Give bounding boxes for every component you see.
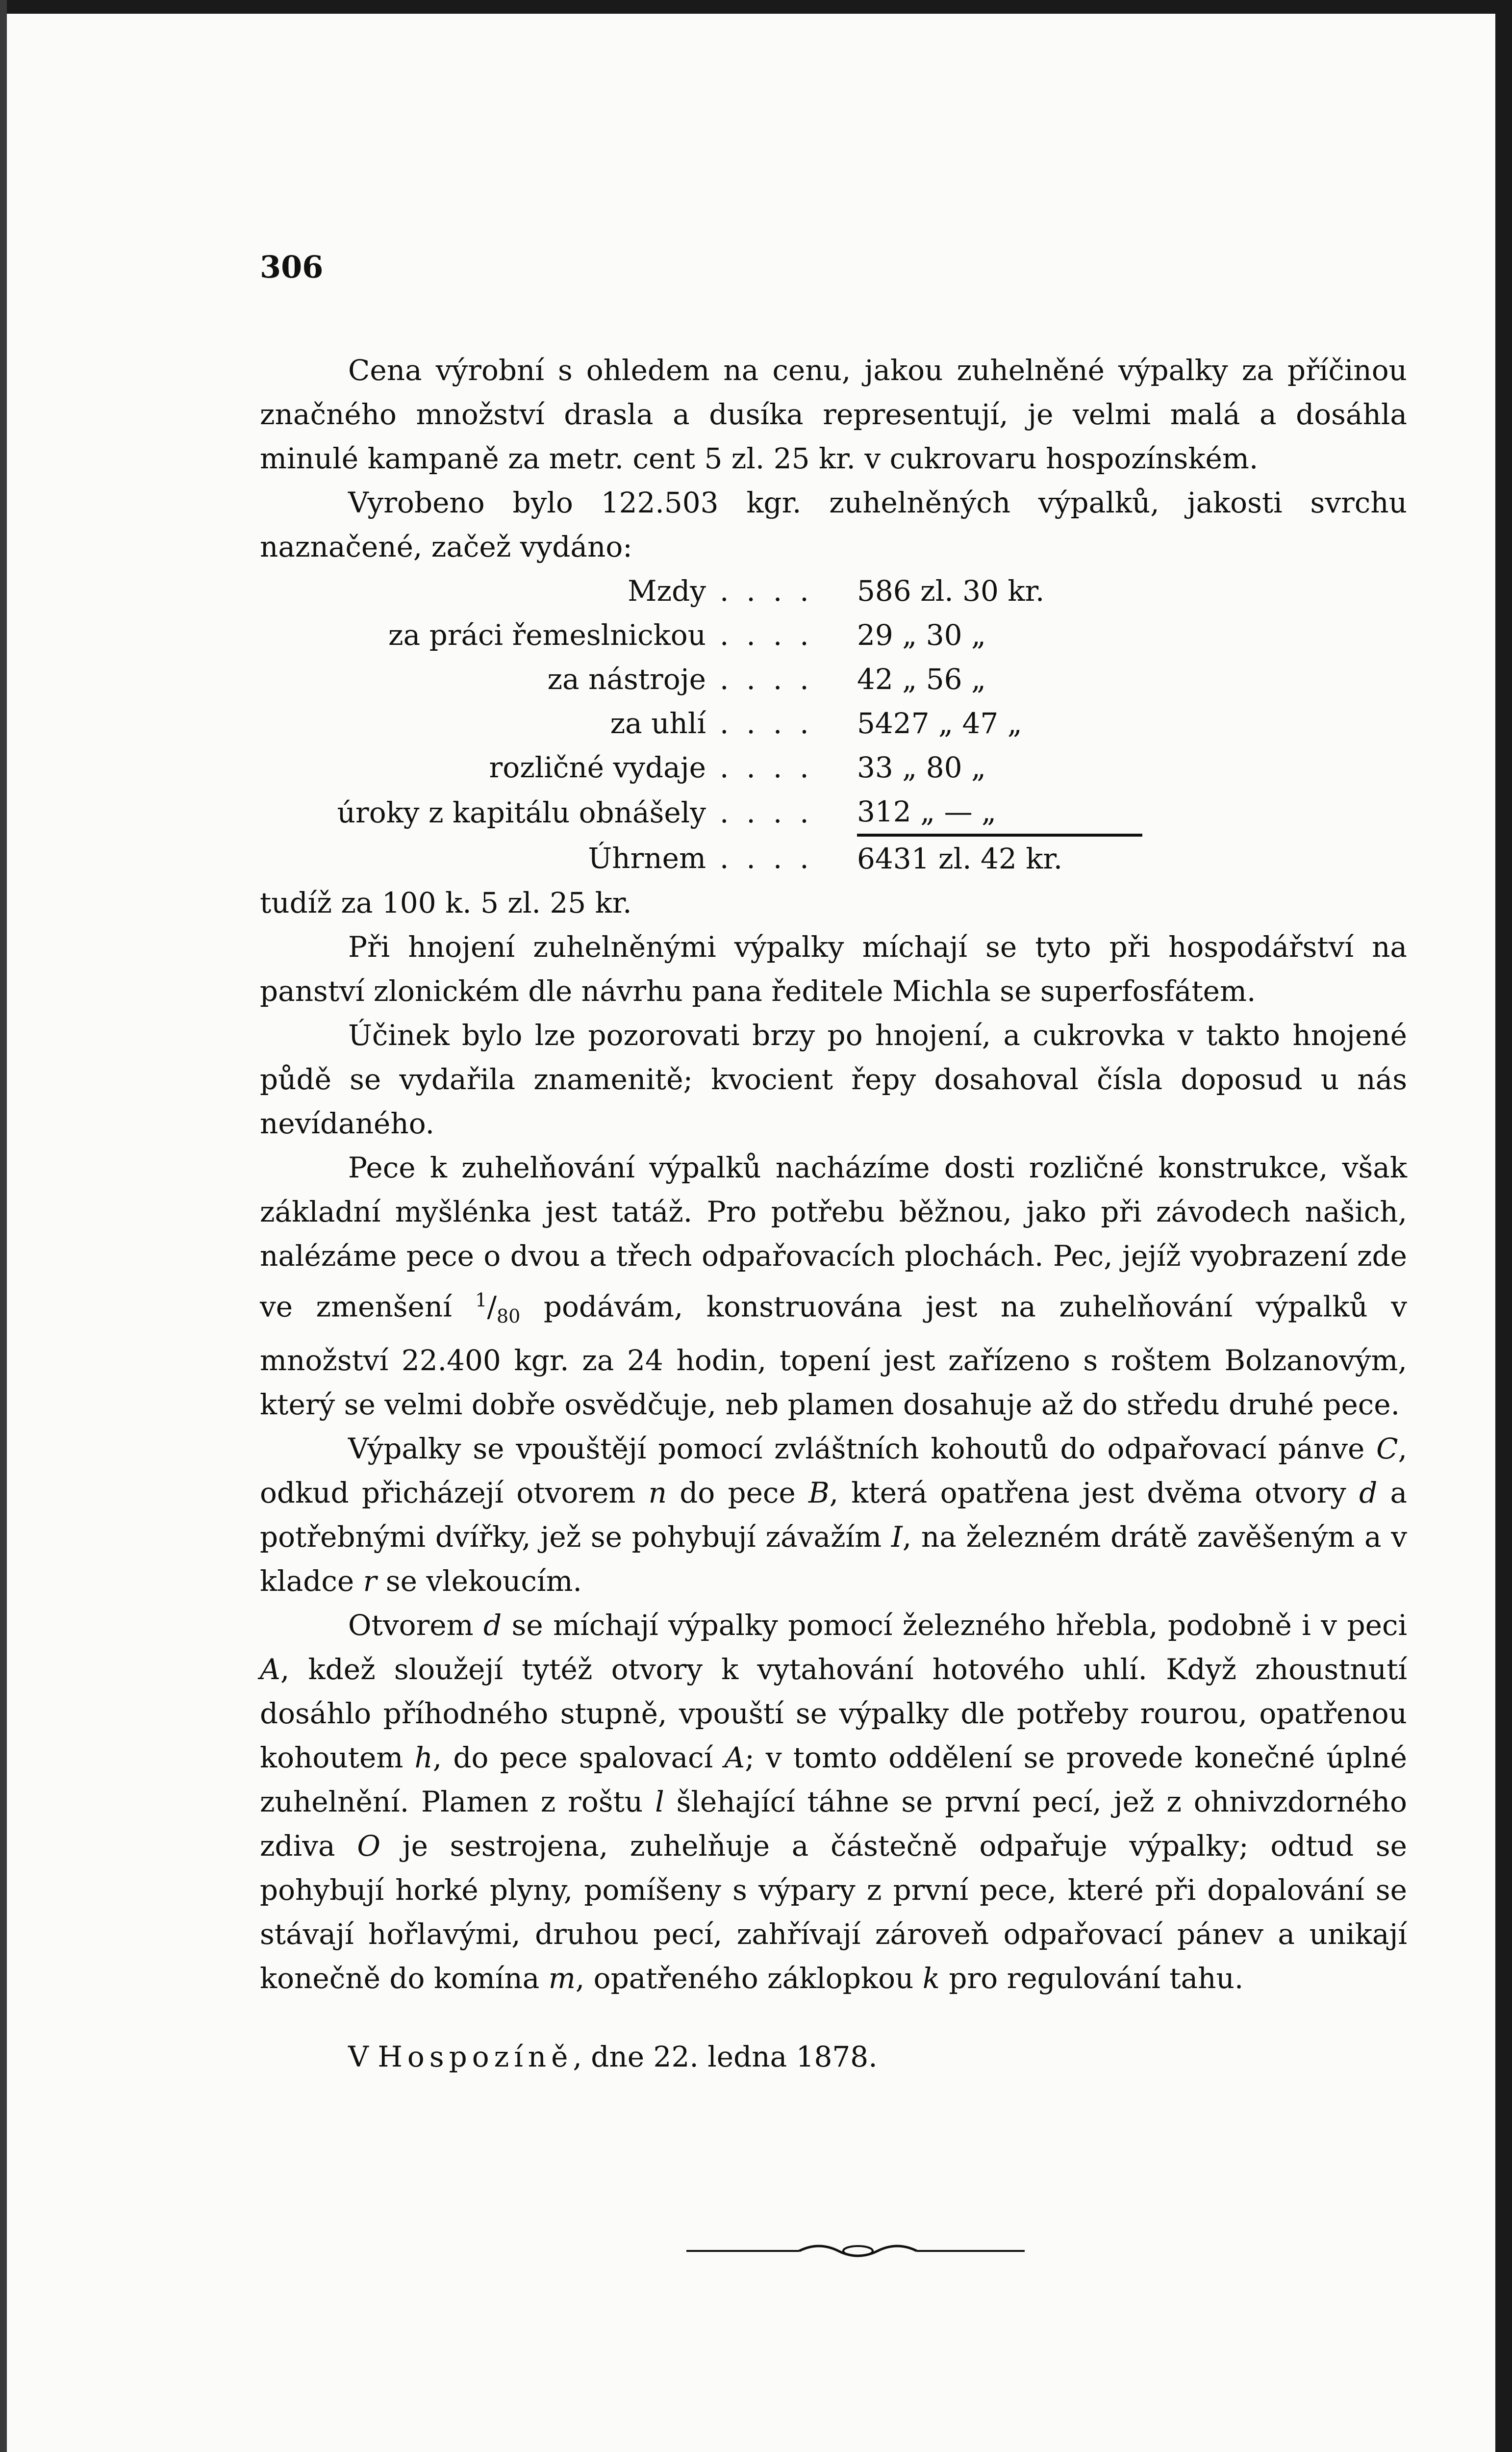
figure-letter: O [357,1829,380,1863]
ledger-label: za nástroje [547,663,706,696]
paragraph-process [260,1427,1407,1603]
ledger-total-row [260,835,1142,881]
figure-letter: C [1376,1431,1398,1465]
text-run: a potřebnými dvířky, jež se pohybují závažím [260,1476,1408,1554]
ledger-row [260,613,1142,657]
scan-border-left [0,0,7,2452]
ledger-label: rozličné vydaje [489,751,706,784]
figure-letter: n [648,1476,667,1509]
paragraph-effect: Účinek bylo lze pozorovati brzy po hnojení, a cukrovka v takto hnojené půdě se vydařila znamenitě; kvocient řepy dosahoval čísla doposud u nás nevídaného. [260,1019,1407,1140]
text-run: Otvorem [348,1608,484,1642]
paragraph-cost: Cena výrobní s ohledem na cenu, jakou zuhelněné výpalky za příčinou značného množství drasla a dusíka representují, je velmi malá a dosáhla minulé kampaně za metr. cent 5 zl. 25 kr. v cukrovaru hospozínském. [260,354,1407,475]
page-number: 306 [260,249,324,285]
ledger-label: Mzdy [628,574,706,608]
ledger-row [260,701,1142,745]
paragraph-fertilizing: Při hnojení zuhelněnými výpalky míchají se tyto při hospodářství na panství zlonickém dle návrhu pana ředitele Michla se superfosfátem. [260,930,1407,1008]
ledger-label: za uhlí [610,707,706,740]
ledger-row [260,790,1142,835]
figure-letter: I [891,1520,903,1554]
ledger-label: úroky z kapitálu obnášely [337,795,706,829]
paragraph-production: Vyrobeno bylo 122.503 kgr. zuhelněných výpalků, jakosti svrchu naznačené, začež vydáno: [260,486,1407,563]
signature-date: , dne 22. ledna 1878. [573,2040,878,2073]
text-run: šlehající táhne se první pecí, jež z ohnivzdorného zdiva [260,1785,1407,1863]
decorative-rule-ornament-icon [686,2241,1030,2261]
text-run: Pece k zuhelňování výpalků nacházíme dosti rozličné konstrukce, však základní myšlénka jest tatáž. Pro potřebu běžnou, jako při závodech našich, nalézáme pece o dvou a třech odpařovacích plochách. Pec, jejíž vyobrazení zde ve zmenšení [260,1151,1407,1324]
ledger-row [260,569,1142,613]
paragraph-unit-cost: tudíž za 100 k. 5 zl. 25 kr. [260,886,632,920]
ledger-label: za práci řemeslnickou [388,618,706,652]
text-run: do pece [666,1476,808,1509]
paragraph-operation [260,1603,1407,2000]
scan-border-right [1495,0,1512,2452]
text-run: , která opatřena jest dvěma otvory [829,1476,1360,1509]
figure-letter: A [260,1652,280,1686]
text-run: Výpalky se vpouštějí pomocí zvláštních kohoutů do odpařovací pánve [348,1431,1377,1465]
ledger-total-label: Úhrnem [588,841,706,875]
ledger-dots: .... [720,574,827,608]
scan-border-top [0,0,1512,14]
text-run: se míchají výpalky pomocí železného hřebla, podobně i v peci [502,1608,1408,1642]
ledger-amount: 29 „ 30 „ [857,618,986,652]
ledger-dots: .... [720,707,827,740]
figure-letter: B [808,1476,830,1509]
ledger-dots: .... [720,618,827,652]
fraction-denominator: 80 [497,1305,521,1327]
figure-letter: A [724,1740,745,1774]
ledger-dots: .... [720,663,827,696]
text-run: , na železném drátě zavěšeným a v kladce [260,1520,1407,1598]
text-run: V [348,2040,378,2073]
figure-letter: d [1359,1476,1378,1509]
figure-letter: m [548,1961,576,1995]
figure-letter: h [414,1740,433,1774]
text-run: , do pece spalovací [432,1740,725,1774]
signature-place: Hospozíně [378,2040,573,2073]
text-run: ; v tomto oddělení se provede konečné úplné zuhelnění. Plamen z roštu [260,1740,1407,1818]
figure-letter: k [922,1961,940,1995]
ledger-amount: 42 „ 56 „ [857,663,986,696]
ledger-amount: 33 „ 80 „ [857,751,986,784]
ledger-amount: 312 „ — „ [857,790,1142,835]
fraction-numerator: 1 [475,1289,487,1311]
ledger-amount: 586 zl. 30 kr. [857,574,1045,608]
ledger-total-amount: 6431 zl. 42 kr. [857,842,1063,875]
figure-letter: d [483,1608,502,1642]
ledger-row [260,745,1142,790]
page-body [260,245,1407,2079]
ledger-amount: 5427 „ 47 „ [857,707,1022,740]
text-run: podávám, konstruována jest na zuhelňování výpalků v množství 22.400 kgr. za 24 hodin, topení jest zařízeno s roštem Bolzanovým, který se velmi dobře osvědčuje, neb plamen dosahuje až do středu druhé pece. [260,1290,1407,1421]
signature-line [260,2035,1407,2079]
text-run: , opatřeného záklopkou [575,1961,923,1995]
paragraph-furnaces: Pece k zuhelňování výpalků nacházíme dosti rozličné konstrukce, však základní myšlénka jest tatáž. Pro potřebu běžnou, jako při závodech našich, nalézáme pece o dvou a třech odpařovacích plochách. Pec, jejíž vyobrazení zde ve zmenšení $^1/_{80}$ podávám, konstruována jest na zuhelňování výpalků v množství 22.400 kgr. za 24 hodin, topení jest zařízeno s roštem Bolzanovým, který se velmi dobře osvědčuje, neb plamen dosahuje až do středu druhé pece. [260,1151,1407,1421]
text-run: je sestrojena, zuhelňuje a částečně odpařuje výpalky; odtud se pohybují horké plyny, pomíšeny s výpary z první pece, které při dopalování se stávají hořlavými, druhou pecí, zahřívají zároveň odpařovací pánev a unikají konečně do komína [260,1829,1407,1995]
text-run: , kdež sloužejí tytéž otvory k vytahování hotového uhlí. Když zhoustnutí dosáhlo příhodného stupně, vpouští se výpalky dle potřeby rourou, opatřenou kohoutem [260,1652,1407,1774]
ledger-dots: .... [720,751,827,784]
ledger-dots: .... [720,841,827,875]
expense-ledger [260,569,1142,881]
ledger-row [260,657,1142,701]
ledger-dots: .... [720,795,827,829]
text-run: se vlekoucím. [377,1564,582,1598]
text-run: , odkud přicházejí otvorem [260,1431,1407,1509]
figure-letter: r [363,1564,377,1598]
figure-letter: l [655,1785,664,1818]
text-run: pro regulování tahu. [939,1961,1244,1995]
